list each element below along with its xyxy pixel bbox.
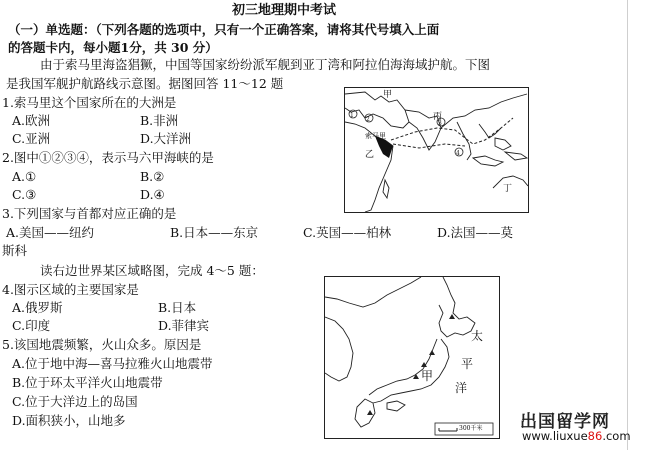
escort-route-map	[344, 87, 529, 213]
q3-option-c: C.英国——柏林	[303, 225, 392, 240]
q3-stem: 3.下列国家与首都对应正确的是	[2, 206, 177, 221]
intro-somalia-cont: 是我国军舰护航路线示意图。据图回答 11～12 题	[6, 76, 284, 91]
q3-option-b: B.日本——东京	[170, 225, 259, 240]
q1-option-b: B.非洲	[140, 113, 179, 128]
map1-label-somalia: 索马里	[365, 132, 386, 140]
q5-option-a: A.位于地中海—喜马拉雅火山地震带	[12, 356, 213, 371]
q5-option-b: B.位于环太平洋火山地震带	[12, 375, 163, 390]
q4-option-d: D.菲律宾	[158, 318, 210, 333]
map1-label-ding: 丁	[503, 184, 513, 194]
watermark-url-a: www.liuxue	[522, 429, 588, 443]
q3-option-a: A.美国——纽约	[6, 225, 95, 240]
q5-option-c: C.位于大洋边上的岛国	[12, 394, 138, 409]
map2-label-ping: 平	[461, 357, 474, 371]
q1-stem: 1.索马里这个国家所在的大洲是	[2, 95, 177, 110]
q2-option-d: D.④	[140, 187, 165, 202]
watermark-url	[522, 429, 631, 443]
japan-region-map	[324, 276, 500, 439]
q4-option-c: C.印度	[12, 318, 51, 333]
map2-label-jia: 甲	[421, 369, 434, 383]
watermark-url-c: .com	[602, 429, 631, 443]
q2-option-a: A.①	[12, 169, 37, 184]
map1-label-bing: 丙	[433, 112, 443, 122]
svg-text:4: 4	[456, 150, 460, 157]
watermark-site-name: 出国留学网	[520, 412, 610, 432]
section-heading: （一）单选题：（下列各题的选项中，只有一个正确答案，请将其代号填入上面	[8, 22, 440, 37]
q4-option-b: B.日本	[158, 300, 197, 315]
q4-option-a: A.俄罗斯	[12, 300, 63, 315]
q1-option-d: D.大洋洲	[140, 131, 192, 146]
site-watermark	[520, 407, 631, 443]
intro-somalia: 由于索马里海盗猖獗，中国等国家纷纷派军舰到亚丁湾和阿拉伯海海域护航。下图	[40, 57, 491, 72]
q2-option-b: B.②	[140, 169, 165, 184]
section-heading-cont: 的答题卡内，每小题1分，共 30 分）	[8, 40, 218, 55]
q2-option-c: C.③	[12, 187, 37, 202]
q4-stem: 4.图示区域的主要国家是	[2, 282, 139, 297]
map2-label-tai: 太	[471, 329, 484, 343]
map1-label-yi: 乙	[365, 150, 375, 160]
q5-option-d: D.面积狭小，山地多	[12, 413, 126, 428]
svg-text:3: 3	[438, 120, 442, 127]
q1-option-c: C.亚洲	[12, 131, 51, 146]
q3-option-d-cont: 斯科	[2, 243, 28, 258]
map2-label-yang: 洋	[455, 381, 468, 395]
watermark-url-b: 86	[587, 429, 603, 443]
svg-text:2: 2	[366, 116, 370, 123]
q2-stem: 2.图中①②③④，表示马六甲海峡的是	[2, 150, 214, 165]
q1-option-a: A.欧洲	[12, 113, 51, 128]
q3-option-d: D.法国——莫	[437, 225, 514, 240]
page-edge-line	[627, 0, 628, 450]
q5-stem: 5.该国地震频繁，火山众多。原因是	[2, 337, 202, 352]
svg-text:1: 1	[350, 112, 354, 119]
exam-title: 初三地理期中考试	[232, 3, 337, 18]
map2-scale-label: 300千米	[459, 425, 483, 432]
map1-label-jia: 甲	[383, 90, 393, 100]
intro-region-map: 读右边世界某区域略图，完成 4～5 题：	[40, 263, 264, 278]
